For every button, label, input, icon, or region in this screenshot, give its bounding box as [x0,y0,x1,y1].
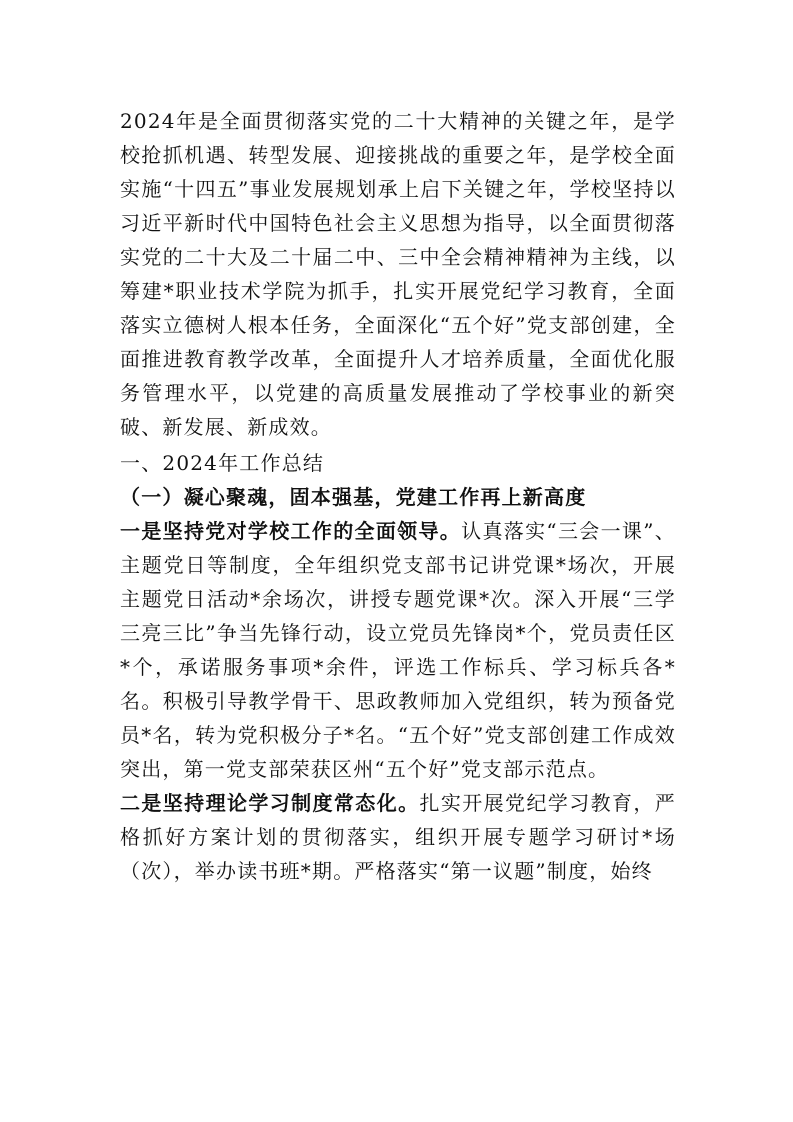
intro-paragraph: 2024年是全面贯彻落实党的二十大精神的关键之年，是学校抢抓机遇、转型发展、迎接挑战的重要之年，是学校全面实施“十四五”事业发展规划承上启下关键之年，学校坚持以习近平新时代中国特色社会主义思想为指导，以全面贯彻落实党的二十大及二十届二中、三中全会精神精神为主线，以筹建*职业技术学院为抓手，扎实开展党纪学习教育，全面落实立德树人根本任务，全面深化“五个好”党支部创建，全面推进教育教学改革，全面提升人才培养质量，全面优化服务管理水平，以党建的高质量发展推动了学校事业的新突破、新发展、新成效。 [120,109,676,439]
document-page [120,104,676,888]
item-paragraph-1 [120,514,676,786]
item-lead-2: 二是坚持理论学习制度常态化。 [120,791,420,815]
item-body-2: 扎实开展党纪学习教育，严格抓好方案计划的贯彻落实，组织开展专题学习研讨*场（次），举办读书班*期。严格落实“第一议题”制度，始终 [120,791,676,883]
item-body-1: 认真落实“三会一课”、主题党日等制度，全年组织党支部书记讲党课*场次，开展主题党日活动*余场次，讲授专题党课*次。深入开展“三学三亮三比”争当先锋行动，设立党员先锋岗*个，党员责任区*个，承诺服务事项*余件，评选工作标兵、学习标兵各*名。积极引导教学骨干、思政教师加入党组织，转为预备党员*名，转为党积极分子*名。“五个好”党支部创建工作成效突出，第一党支部荣获区州“五个好”党支部示范点。 [120,519,676,781]
item-paragraph-2 [120,786,676,888]
item-lead-1: 一是坚持党对学校工作的全面领导。 [120,519,462,543]
section-heading: 一、2024年工作总结 [120,451,325,475]
subsection-heading: （一）凝心聚魂，固本强基，党建工作再上新高度 [120,485,587,509]
